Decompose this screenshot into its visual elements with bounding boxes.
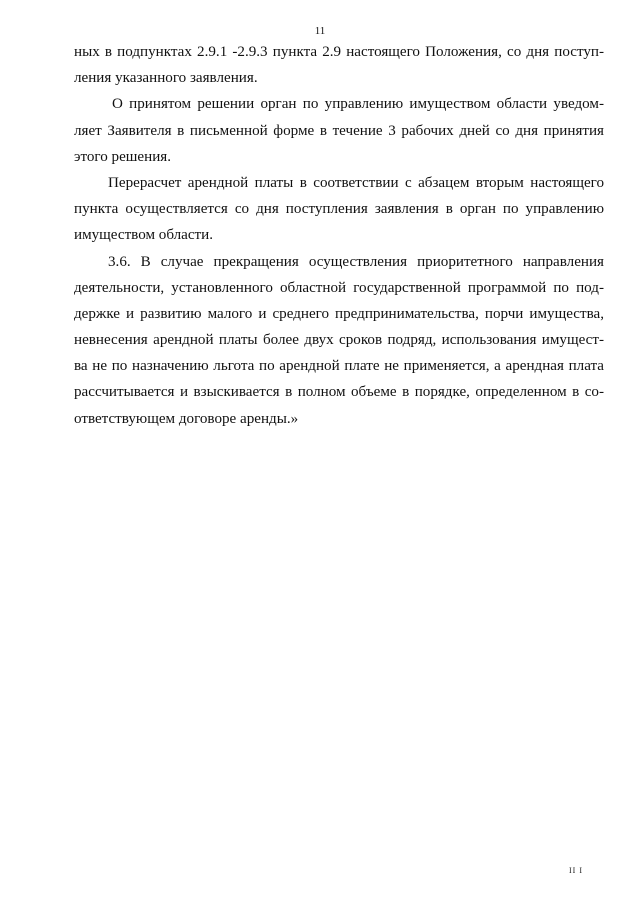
text-line: ва не по назначению льгота по арендной плате не применяется, а арендная плата [74, 358, 604, 375]
paragraph-rent-recalculation [74, 170, 604, 249]
text-line: ляет Заявителя в письменной форме в течение 3 рабочих дней со дня принятия [74, 122, 604, 139]
paragraph-decision-notice [74, 91, 604, 170]
text-line: невнесения арендной платы более двух сроков подряд, использования имущест- [74, 332, 604, 349]
text-line: пункта осуществляется со дня поступления заявления в орган по управлению [74, 201, 604, 218]
page-number: 11 [314, 25, 326, 37]
paragraph-clause-3-6 [74, 249, 604, 432]
text-line: держке и развитию малого и среднего предпринимательства, порчи имущества, [74, 305, 604, 322]
text-line: 3.6. В случае прекращения осуществления приоритетного направления [108, 253, 604, 270]
footer-mark: II I [569, 866, 583, 875]
text-line: рассчитывается и взыскивается в полном объеме в порядке, определенном в со- [74, 384, 604, 401]
text-line: ответствующем договоре аренды.» [74, 410, 299, 427]
text-line: Перерасчет арендной платы в соответствии с абзацем вторым настоящего [108, 174, 604, 191]
text-line: деятельности, установленного областной государственной программой по под- [74, 279, 604, 296]
paragraph-continuation [74, 39, 604, 91]
text-line: ления указанного заявления. [74, 70, 258, 87]
text-line: ных в подпунктах 2.9.1 -2.9.3 пункта 2.9 настоящего Положения, со дня поступ- [74, 44, 604, 60]
document-body [74, 39, 604, 432]
text-line: этого решения. [74, 148, 171, 165]
text-line: имуществом области. [74, 227, 214, 244]
text-line: О принятом решении орган по управлению имуществом области уведом- [112, 96, 604, 113]
